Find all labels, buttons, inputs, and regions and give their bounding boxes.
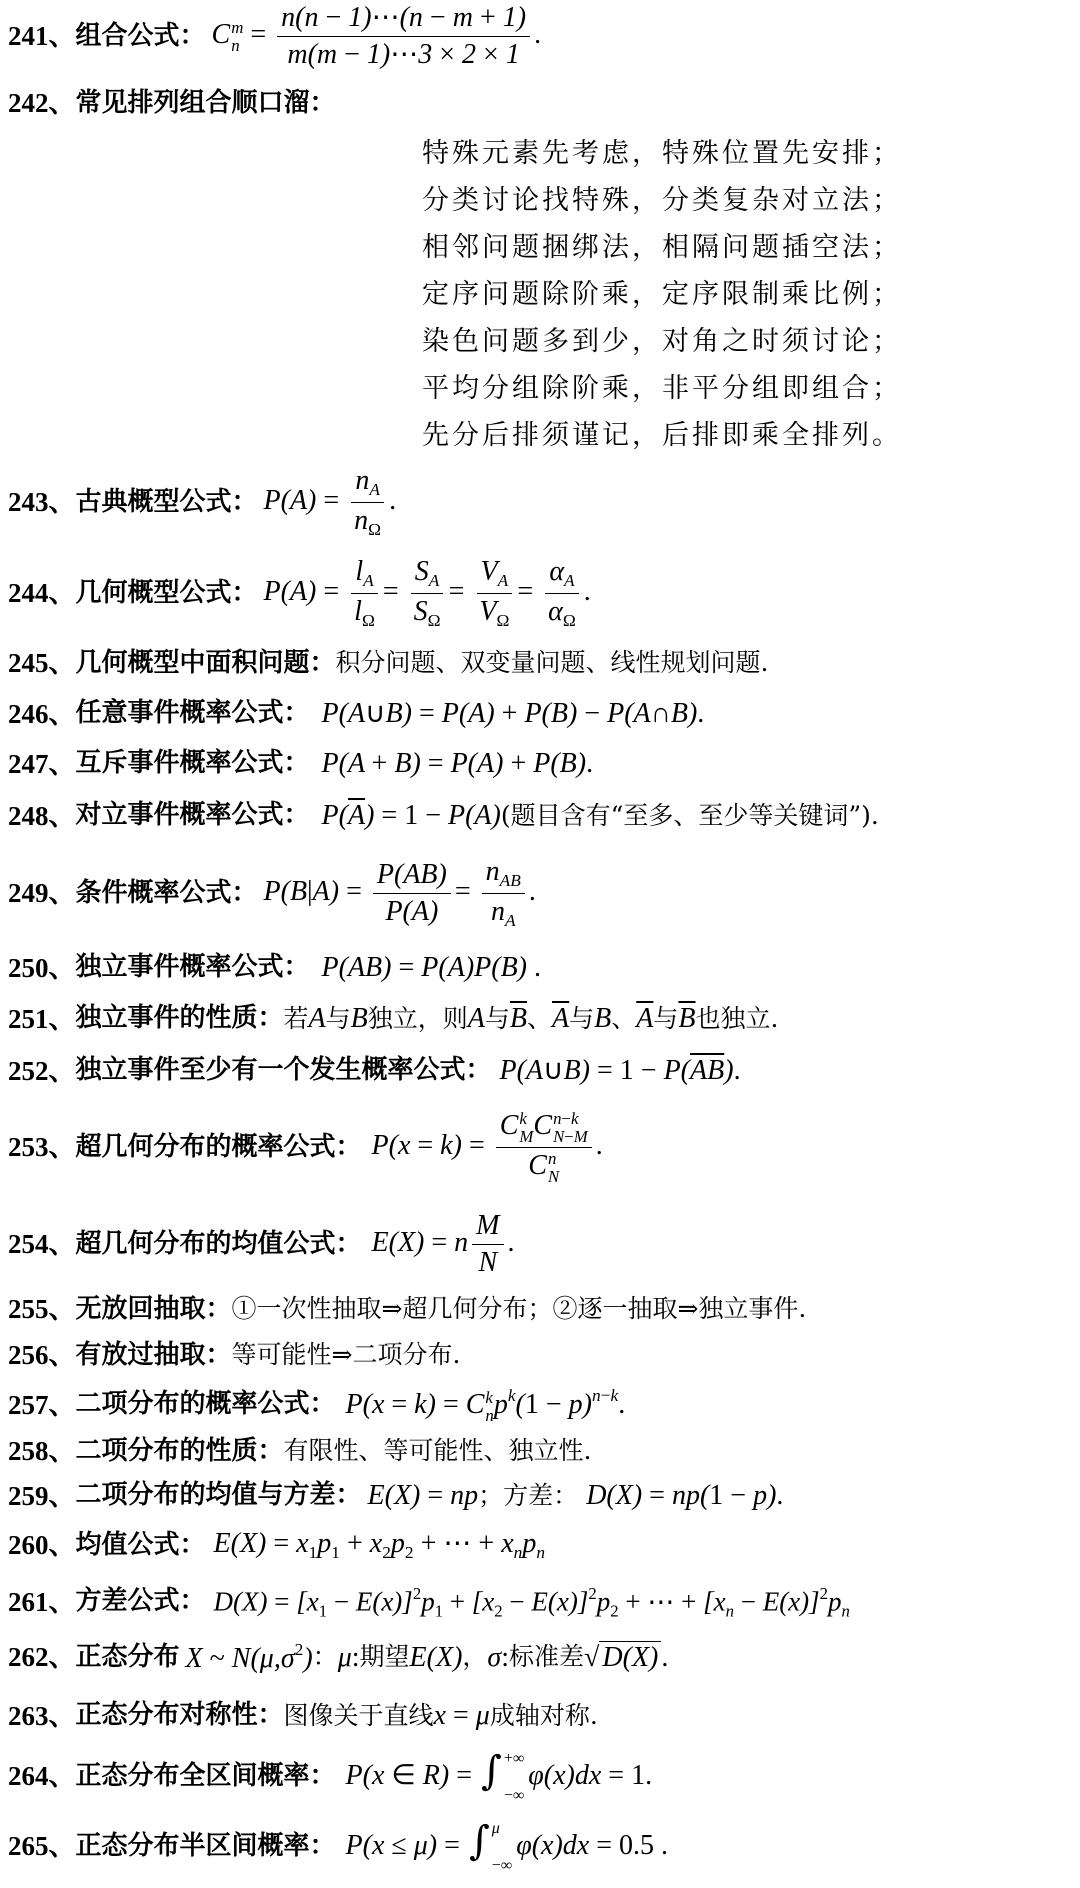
item-257 (8, 1386, 625, 1424)
item-number: 243、 (8, 486, 76, 517)
item-text: 与 (653, 1003, 679, 1033)
item-title: 任意事件概率公式： (75, 698, 310, 729)
item-259 (8, 1480, 783, 1512)
item-number: 260、 (8, 1529, 76, 1560)
item-248 (8, 800, 879, 832)
item-title: 超几何分布的均值公式： (75, 1228, 362, 1259)
item-242 (8, 88, 336, 119)
formula: P(AB) = P(A)P(B) . (321, 952, 541, 983)
formula: P(A + B) = P(A) + P(B). (321, 748, 594, 779)
formula: P(x ∈ R) = ∫ +∞ −∞ φ(x)dx = 1. (345, 1748, 653, 1805)
item-text: 等可能性⇒二项分布. (231, 1340, 461, 1370)
item-text: 成轴对称. (489, 1700, 598, 1730)
item-text: 与 (484, 1003, 510, 1033)
item-title: 二项分布的性质： (75, 1435, 284, 1466)
formula: C m n = $\frac{n(n - 1)\cdots(n - m + 1)}{m(m - 1)\cdots 3 \times 2 \times 1}$ . (211, 2, 542, 71)
item-number: 248、 (8, 800, 76, 831)
item-number: 252、 (8, 1055, 76, 1086)
item-title: 均值公式： (75, 1529, 206, 1560)
item-256 (8, 1340, 460, 1371)
item-title: 几何概型中面积问题： (75, 647, 336, 678)
item-title: 正态分布全区间概率： (75, 1760, 336, 1791)
formula: P(A∪B) = P(A) + P(B) − P(A∩B). (321, 698, 705, 729)
item-title: 二项分布的均值与方差： (75, 1480, 362, 1511)
item-text: 图像关于直线 (283, 1700, 434, 1730)
item-number: 261、 (8, 1586, 76, 1617)
item-number: 265、 (8, 1831, 76, 1862)
poem-line: 分类讨论找特殊，分类复杂对立法； (422, 185, 902, 216)
item-255 (8, 1294, 806, 1325)
item-244 (8, 556, 591, 631)
item-text: 有限性、等可能性、独立性. (283, 1436, 592, 1466)
item-text: 也独立. (695, 1003, 779, 1033)
item-265 (8, 1818, 668, 1876)
formula: $P(\overline{A}) = 1 - P(A)$ (321, 800, 501, 831)
item-text: 独立，则 (367, 1003, 468, 1033)
item-text: 、 (527, 1003, 553, 1033)
item-260 (8, 1528, 545, 1563)
item-text: (题目含有“至多、至少等关键词”). (500, 800, 879, 830)
item-number: 258、 (8, 1436, 76, 1466)
item-250 (8, 952, 541, 984)
item-title: 有放过抽取： (75, 1339, 232, 1370)
item-number: 246、 (8, 698, 76, 729)
item-text: ， (462, 1642, 488, 1672)
item-title: 无放回抽取： (75, 1293, 232, 1324)
item-title: 互斥事件概率公式： (75, 748, 310, 779)
formula: P(A) = $\frac{l_A}{l_\Omega}$ = $\frac{S_A}{S_\Omega}$ = $\frac{V_A}{V_\Omega}$ = $\frac{\alpha_A}{\alpha_\Omega}$ . (263, 556, 591, 631)
item-title: 独立事件概率公式： (75, 952, 310, 983)
item-text: 积分问题、双变量问题、线性规划问题. (335, 648, 769, 678)
item-text: ： (312, 1642, 338, 1672)
item-number: 263、 (8, 1700, 76, 1731)
item-241 (8, 2, 541, 71)
formula: P(x = k) = C k M C n−k N−M C n N . (371, 1109, 603, 1186)
item-number: 257、 (8, 1389, 76, 1420)
item-title: 正态分布对称性： (75, 1700, 284, 1731)
item-246 (8, 698, 704, 730)
item-title: 条件概率公式： (75, 877, 258, 908)
item-number: 253、 (8, 1132, 76, 1163)
poem-line: 定序问题除阶乘，定序限制乘比例； (422, 279, 902, 310)
item-title: 超几何分布的概率公式： (75, 1131, 362, 1162)
item-number: 255、 (8, 1294, 76, 1324)
poem-line: 相邻问题捆绑法，相隔问题插空法； (422, 232, 902, 263)
item-number: 245、 (8, 648, 76, 678)
item-number: 249、 (8, 877, 76, 908)
item-number: 256、 (8, 1340, 76, 1370)
item-247 (8, 748, 593, 780)
item-243 (8, 465, 396, 540)
item-title: 二项分布的概率公式： (75, 1389, 336, 1420)
poem-line: 先分后排须谨记，后排即乘全排列。 (422, 420, 902, 451)
item-title: 方差公式： (75, 1586, 206, 1617)
item-262: 262、 正态分布 X ~ $N(\mu,\sigma^2)$ ： μ : 期望 E(X) ， σ : 标准差 √ D(X) . (8, 1640, 669, 1675)
item-text: 标准差 (509, 1642, 585, 1672)
formula: P(B|A) = $\frac{P(AB)}{P(A)}$ = $\frac{n_{AB}}{n_A}$ . (263, 856, 536, 931)
item-text: ；方差： (478, 1480, 579, 1510)
item-258 (8, 1436, 591, 1467)
item-title: 几何概型公式： (75, 577, 258, 608)
mnemonic-poem (422, 130, 902, 459)
formula: $E(X) = x_1p_1 + x_2p_2$ + ⋯ + $x_np_n$ (213, 1528, 545, 1563)
item-text: 期望 (359, 1642, 410, 1672)
poem-line: 特殊元素先考虑，特殊位置先安排； (422, 138, 902, 169)
item-254 (8, 1210, 515, 1279)
formula: E(X) = n $\frac{M}{N}$ . (371, 1210, 515, 1279)
item-number: 259、 (8, 1480, 76, 1511)
item-text: 、 (611, 1003, 637, 1033)
item-number: 264、 (8, 1761, 76, 1792)
item-253 (8, 1110, 603, 1186)
item-number: 254、 (8, 1229, 76, 1260)
item-number: 251、 (8, 1003, 76, 1034)
item-number: 242、 (8, 88, 76, 118)
formula: $D(X) = [x_1 - E(x)]^2p_1 + [x_2 - E(x)]^2p_2$ + ⋯ + $[x_n - E(x)]^2p_n$ (213, 1584, 850, 1621)
formula: P(A) = $\frac{n_A}{n_\Omega}$ . (263, 465, 397, 540)
item-title: 组合公式： (75, 20, 206, 51)
item-title: 正态分布 (75, 1641, 180, 1672)
item-text: ①一次性抽取⇒超几何分布；②逐一抽取⇒独立事件. (231, 1294, 807, 1324)
item-text: 与 (569, 1003, 595, 1033)
item-249 (8, 856, 536, 931)
item-text: 与 (325, 1003, 351, 1033)
item-title: 古典概型公式： (75, 486, 258, 517)
item-title: 常见排列组合顺口溜： (75, 87, 336, 118)
item-251: 251、 独立事件的性质： 若 A 与 B 独立，则 A 与 $\overline{B}$ 、 $\overline{A}$ 与 B 、 $\overline{A}$ 与 $\overline{B}$ 也独立. (8, 1003, 779, 1034)
formula: P(x = k) = C k n $p^k(1 - p)^{n-k}$. (345, 1386, 626, 1425)
formula: P(A∪B) = $1 - P(\overline{A}\overline{B})$. (499, 1055, 741, 1086)
formula: P(x ≤ μ) = ∫ μ −∞ φ(x)dx = 0.5 . (345, 1818, 669, 1875)
item-number: 241、 (8, 21, 76, 52)
poem-line: 平均分组除阶乘，非平分组即组合； (422, 373, 902, 404)
item-number: 244、 (8, 577, 76, 608)
item-number: 250、 (8, 952, 76, 983)
item-title: 独立事件的性质： (75, 1003, 284, 1034)
item-261 (8, 1584, 850, 1621)
formula: E(X) = np (367, 1480, 479, 1511)
item-263: 263、 正态分布对称性： 图像关于直线 x = μ 成轴对称. (8, 1700, 598, 1731)
item-title: 正态分布半区间概率： (75, 1830, 336, 1861)
item-title: 独立事件至少有一个发生概率公式： (75, 1055, 492, 1086)
item-number: 262、 (8, 1642, 76, 1673)
item-264 (8, 1748, 652, 1806)
poem-line: 染色问题多到少，对角之时须讨论； (422, 326, 902, 357)
item-title: 对立事件概率公式： (75, 800, 310, 831)
item-252 (8, 1055, 741, 1087)
item-number: 247、 (8, 748, 76, 779)
formula: D(X) = np(1 − p). (586, 1480, 784, 1511)
item-text: 若 (283, 1003, 309, 1033)
item-245 (8, 648, 768, 679)
